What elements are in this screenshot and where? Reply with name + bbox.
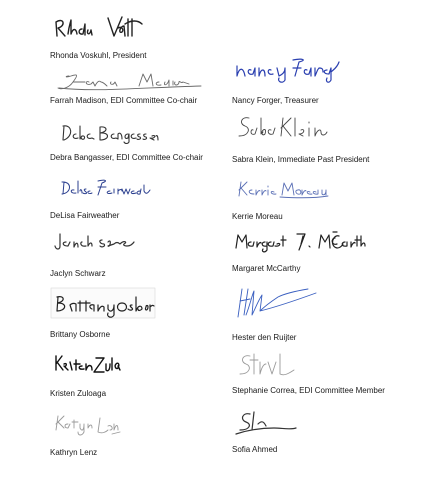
signature-correa [236, 350, 298, 382]
signatory-name: Debra Bangasser, EDI Committee Co-chair [50, 153, 203, 162]
signatory-name: Sofia Ahmed [232, 445, 278, 454]
signatory-name: Rhonda Voskuhl, President [50, 51, 147, 60]
signature-forger [233, 54, 343, 84]
signature-klein [235, 110, 330, 150]
signature-lenz [52, 412, 122, 438]
signatory-name: DeLisa Fairweather [50, 211, 120, 220]
signature-fairweather [58, 177, 153, 199]
signatory-name: Brittany Osborne [50, 330, 111, 339]
signature-mccarthy [233, 230, 368, 254]
signatory-name: Farrah Madison, EDI Committee Co-chair [50, 96, 198, 105]
signatory-name: Nancy Forger, Treasurer [232, 96, 319, 105]
signatory-name: Jaclyn Schwarz [50, 269, 106, 278]
signature-ahmed [232, 408, 300, 438]
signatory-name: Sabra Klein, Immediate Past President [232, 155, 370, 164]
signature-zuloaga [52, 352, 122, 376]
signature-osborne [50, 287, 156, 323]
signatory-name: Stephanie Correa, EDI Committee Member [232, 386, 385, 395]
signatory-name: Hester den Ruijter [232, 333, 297, 342]
signature-schwarz [52, 230, 137, 252]
signature-ruijter [236, 285, 321, 321]
signatory-name: Margaret McCarthy [232, 264, 301, 273]
signature-voskuhl [52, 14, 147, 40]
signatory-name: Kristen Zuloaga [50, 389, 107, 398]
signatory-name: Kathryn Lenz [50, 448, 98, 457]
signatory-name: Kerrie Moreau [232, 212, 283, 221]
signature-bangasser [60, 122, 160, 144]
signature-moreau [236, 178, 331, 200]
signature-madison [55, 68, 205, 92]
